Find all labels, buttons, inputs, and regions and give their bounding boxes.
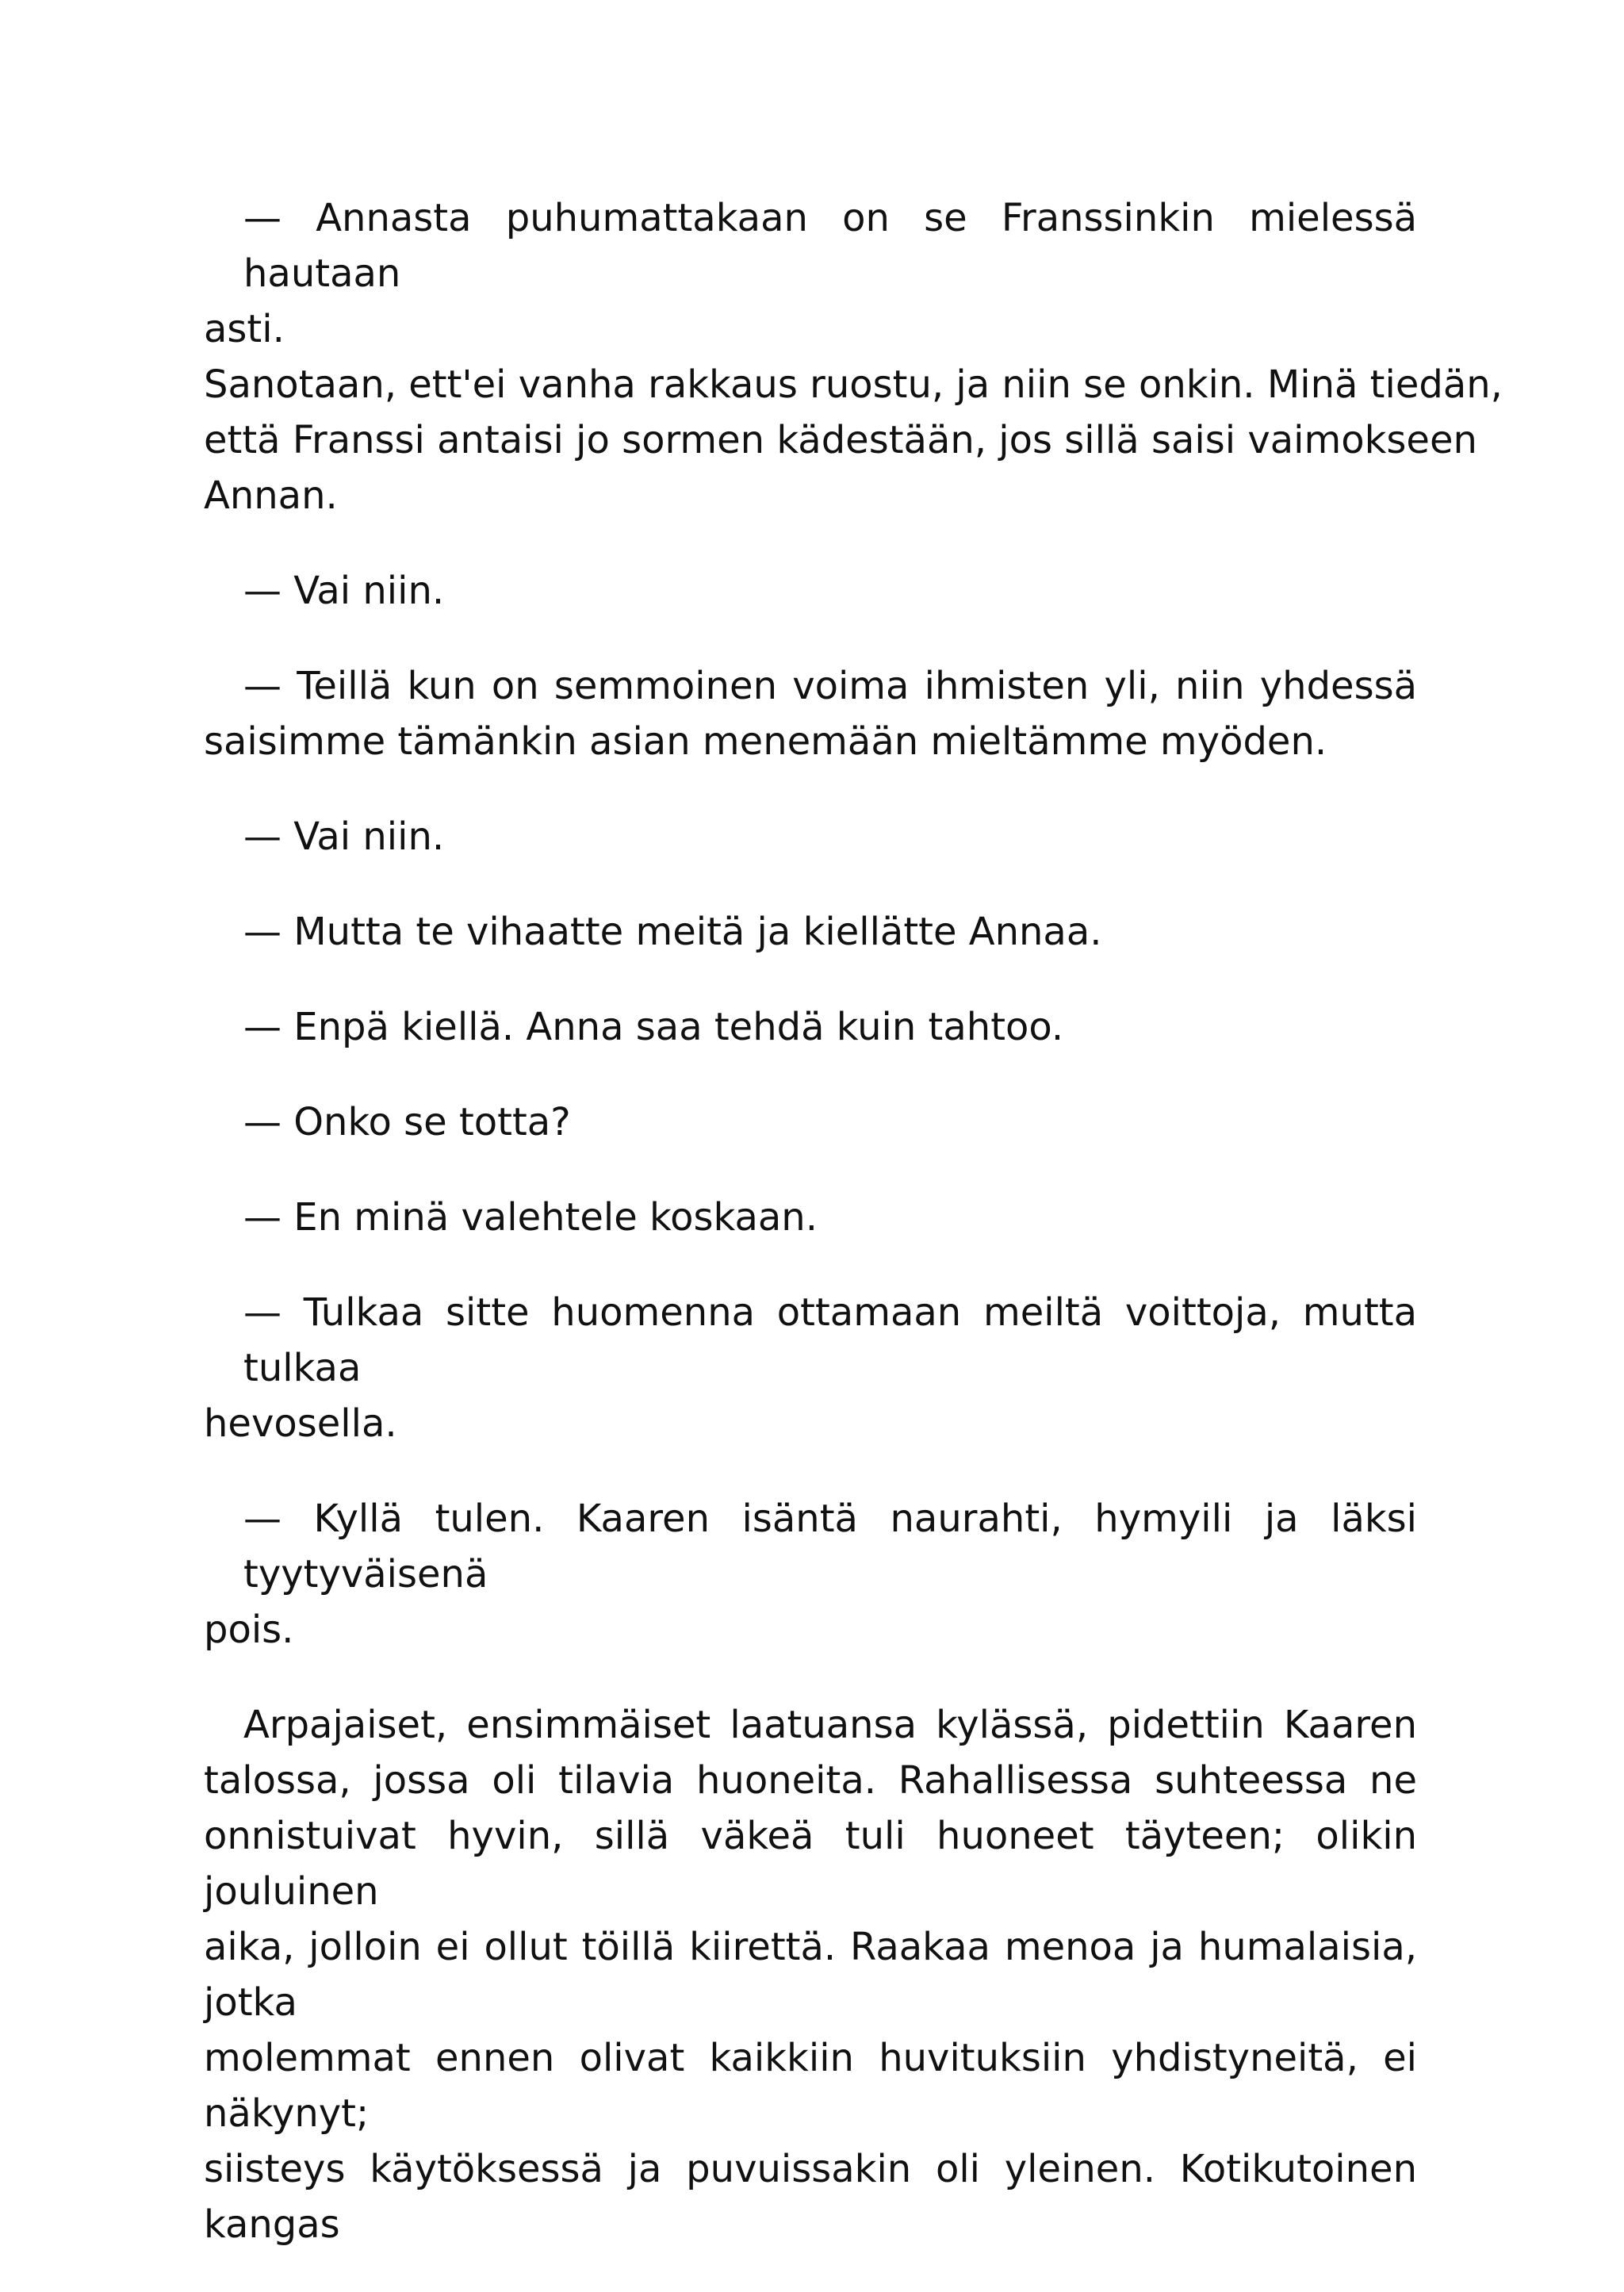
paragraph xyxy=(204,904,1417,960)
paragraph xyxy=(204,1094,1417,1150)
text-line: — Vai niin. xyxy=(243,814,445,859)
text-line: aika, jolloin ei ollut töillä kiirettä. Raakaa menoa ja humalaisia, jotka xyxy=(204,1925,1417,2025)
text-line: — En minä valehtele koskaan. xyxy=(243,1195,818,1240)
paragraph xyxy=(204,1190,1417,1245)
paragraph xyxy=(204,999,1417,1055)
paragraph xyxy=(204,1491,1417,1658)
paragraph xyxy=(204,1697,1417,2252)
text-line: siisteys käytöksessä ja puvuissakin oli yleinen. Kotikutoinen kangas xyxy=(204,2147,1417,2247)
paragraph xyxy=(204,190,1503,523)
text-line: — Tulkaa sitte huomenna ottamaan meiltä voittoja, mutta tulkaa xyxy=(243,1290,1417,1390)
paragraph xyxy=(204,809,1417,864)
text-line: — Mutta te vihaatte meitä ja kiellätte Annaa. xyxy=(243,910,1102,954)
text-line: Annan. xyxy=(204,473,338,518)
paragraph xyxy=(204,563,1417,619)
text-line: saisimme tämänkin asian menemään mieltämme myöden. xyxy=(204,719,1327,764)
text-line: onnistuivat hyvin, sillä väkeä tuli huoneet täyteen; olikin jouluinen xyxy=(204,1814,1417,1914)
text-line: asti. xyxy=(204,307,285,351)
text-line: pois. xyxy=(204,1608,294,1652)
text-line: — Teillä kun on semmoinen voima ihmisten yli, niin yhdessä xyxy=(243,664,1417,708)
text-line: — Onko se totta? xyxy=(243,1100,571,1144)
text-line: että Franssi antaisi jo sormen kädestään, jos sillä saisi vaimokseen xyxy=(204,418,1477,462)
paragraph xyxy=(204,658,1417,769)
paragraph xyxy=(204,1285,1417,1451)
text-line: hevosella. xyxy=(204,1401,397,1446)
text-line: molemmat ennen olivat kaikkiin huvituksiin yhdistyneitä, ei näkynyt; xyxy=(204,2036,1417,2136)
text-line: talossa, jossa oli tilavia huoneita. Rahallisessa suhteessa ne xyxy=(204,1758,1417,1803)
text-line: — Kyllä tulen. Kaaren isäntä naurahti, hymyili ja läksi tyytyväisenä xyxy=(243,1497,1417,1596)
document-page xyxy=(204,190,1503,2292)
text-line: — Annasta puhumattakaan on se Franssinkin mielessä hautaan xyxy=(243,196,1417,296)
text-line: Sanotaan, ett'ei vanha rakkaus ruostu, ja niin se onkin. Minä tiedän, xyxy=(204,362,1503,407)
text-line: — Enpä kiellä. Anna saa tehdä kuin tahtoo. xyxy=(243,1005,1064,1049)
text-line: Arpajaiset, ensimmäiset laatuansa kylässä, pidettiin Kaaren xyxy=(243,1703,1417,1747)
text-line: — Vai niin. xyxy=(243,569,445,613)
